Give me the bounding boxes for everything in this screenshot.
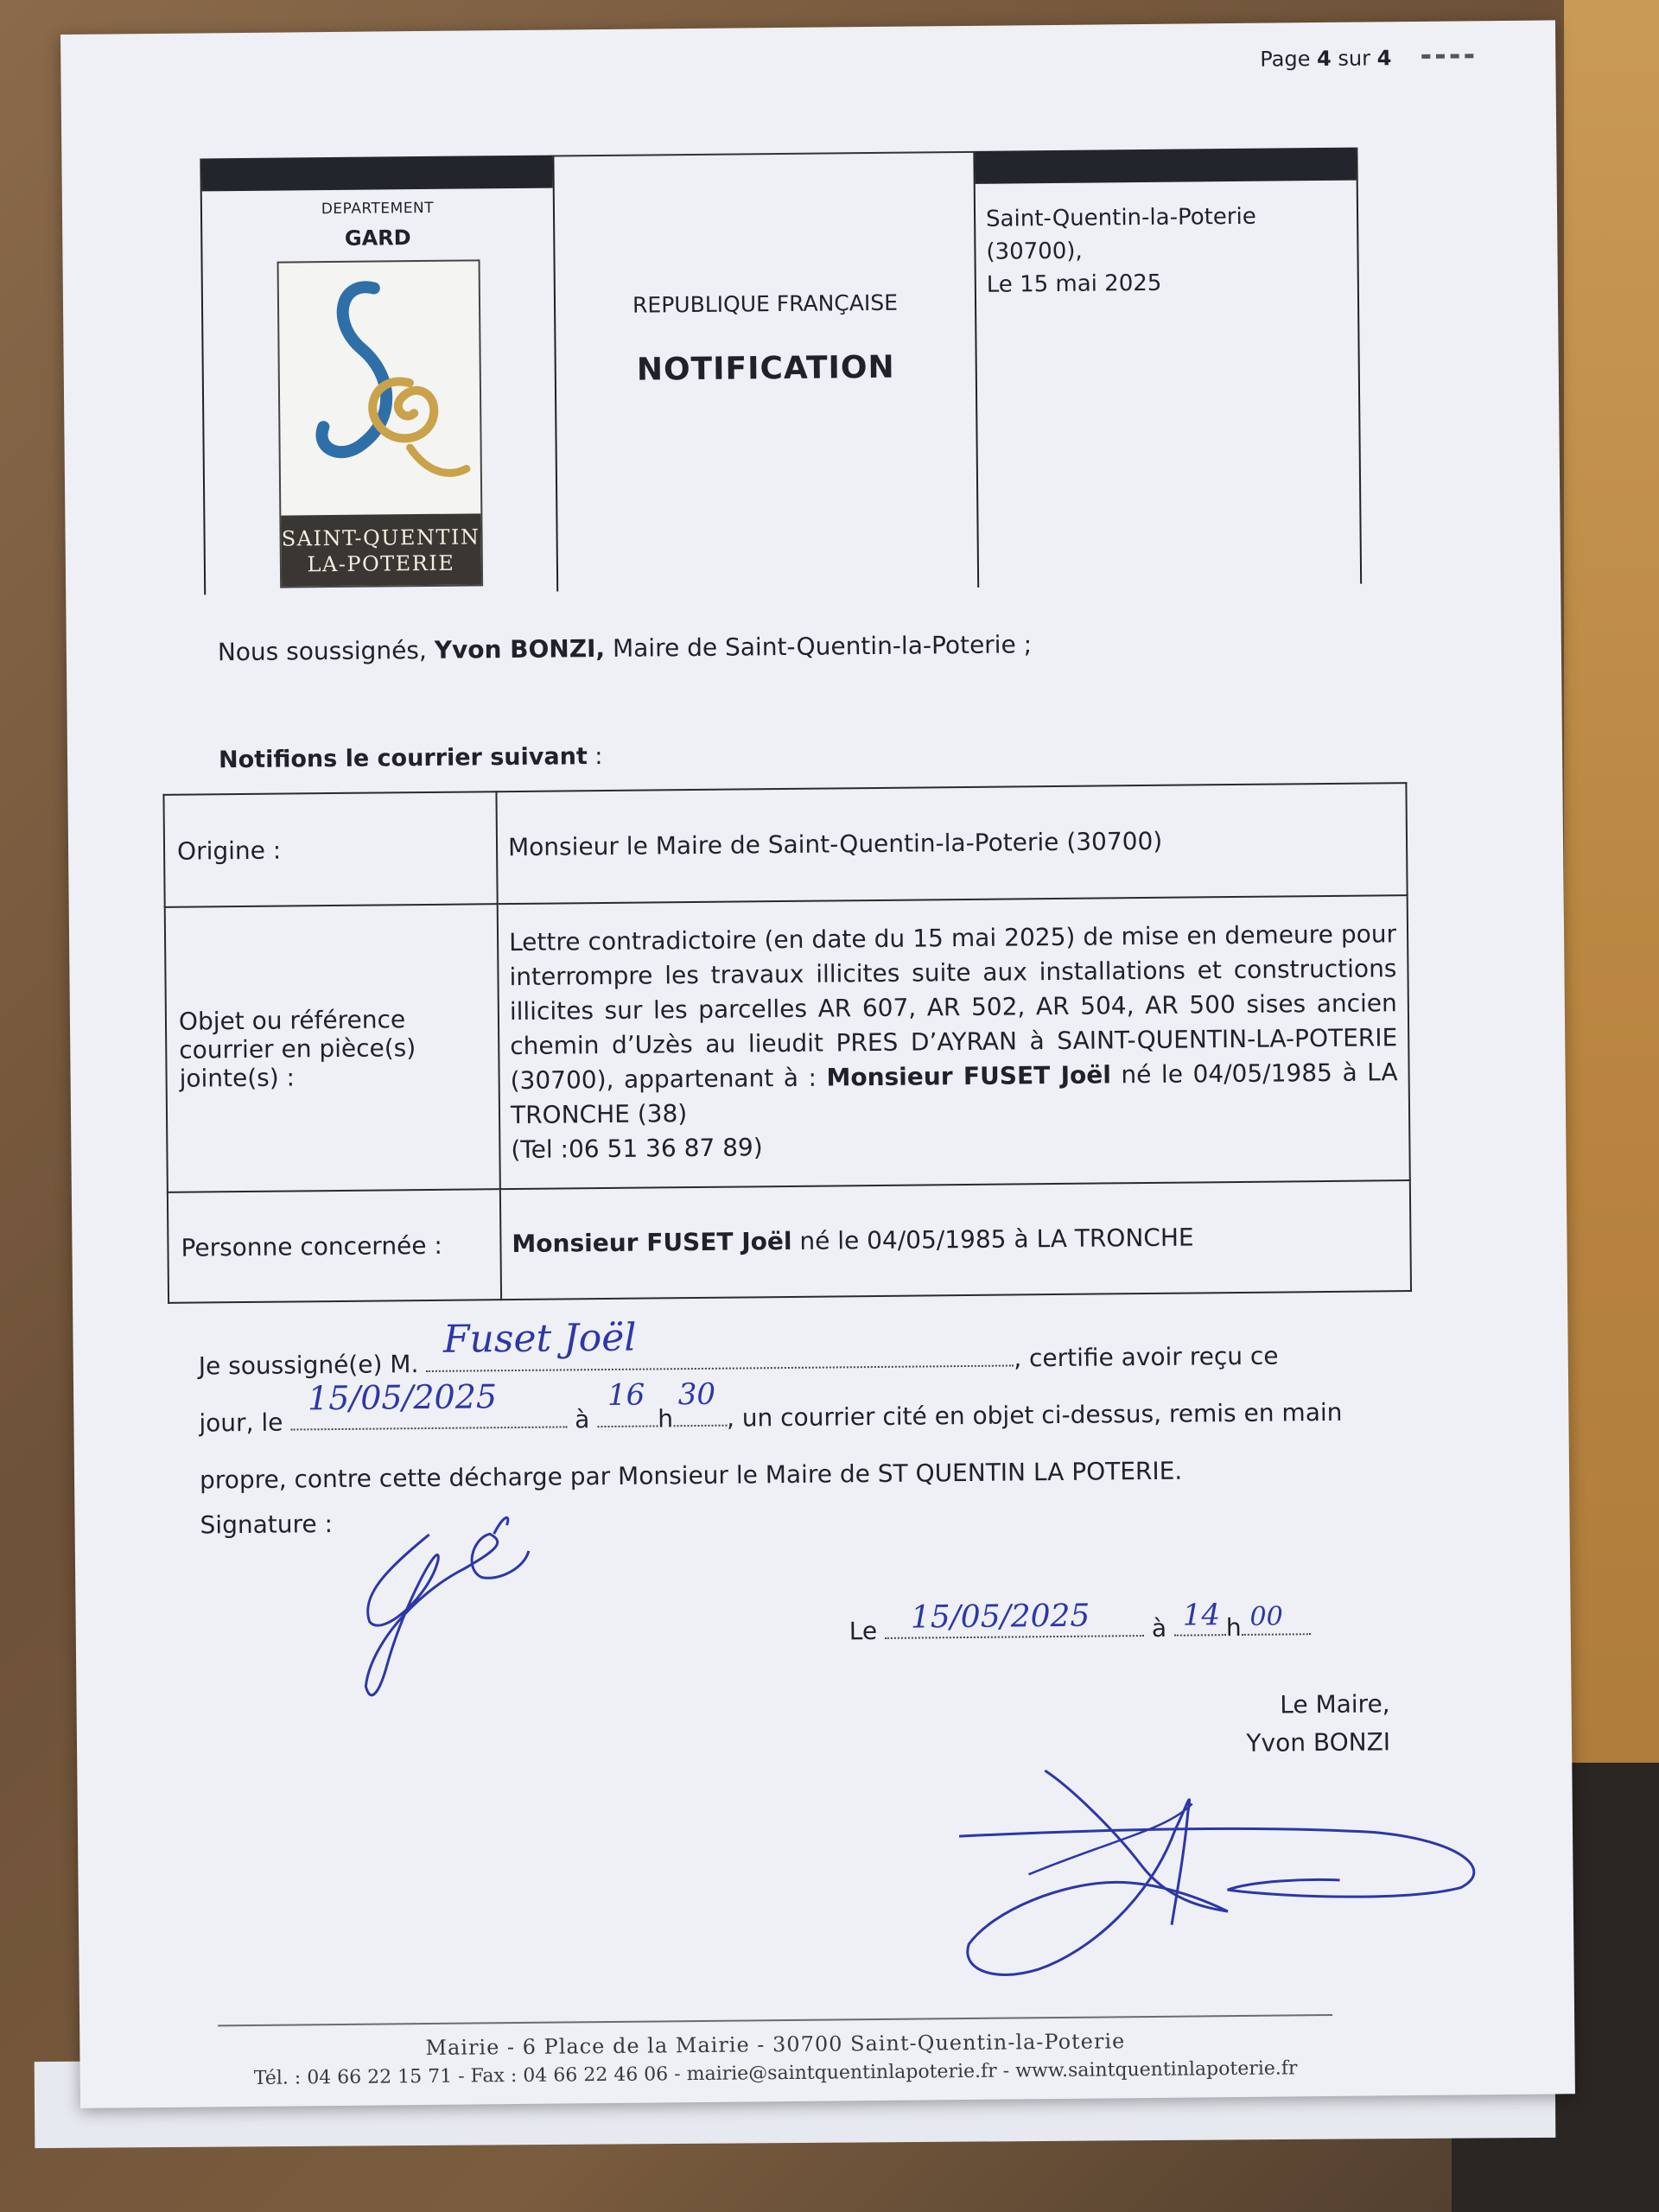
header-bar [975,148,1356,184]
recipient-signature [334,1499,534,1708]
closing-minute-field [1242,1601,1311,1636]
pen-mark [1421,54,1473,60]
closing-date-line [849,1598,1311,1646]
origine-label: Origine : [163,791,497,907]
handwritten-date: 15/05/2025 [307,1377,498,1418]
objet-birth: né le 04/05/1985 à LA TRONCHE (38) [510,1058,1398,1130]
handwritten-closing-hour: 14 [1182,1598,1221,1633]
page-total: 4 [1376,46,1392,71]
handwritten-closing-minute: 00 [1249,1601,1283,1632]
cert-date-prefix: jour, le [199,1408,291,1438]
mayor-signature [941,1749,1505,1996]
closing-hour-field [1174,1598,1226,1637]
logo-text-line-2: LA-POTERIE [307,550,455,577]
hour-field [597,1377,658,1427]
page-sep: sur [1338,46,1371,71]
date-line: Le 15 mai 2025 [986,270,1162,298]
cert-line-2 [199,1376,1392,1452]
cert-a: à [567,1405,598,1434]
closing-a: à [1143,1613,1175,1643]
table-row [163,783,1407,907]
mayor-role: Le Maire, [1280,1689,1390,1719]
department-label: DEPARTEMENT [321,199,435,219]
place-line: Saint-Quentin-la-Poterie (30700), [985,203,1256,265]
page-counter [1260,46,1391,71]
date-field [290,1377,567,1430]
closing-le: Le [849,1616,886,1646]
table-row [168,1180,1411,1303]
header-title-cell [554,151,977,592]
footer-contact: Tél. : 04 66 22 15 71 - Fax : 04 66 22 46 06 - mairie@saintquentinlapoterie.fr - www.saintquentinlapoterie.fr [253,2057,1298,2089]
objet-value [498,895,1410,1189]
footer-address: Mairie - 6 Place de la Mairie - 30700 Saint-Quentin-la-Poterie [425,2029,1126,2061]
objet-person: Monsieur FUSET Joël [826,1060,1112,1092]
cert-line-3: propre, contre cette décharge par Monsieur le Maire de ST QUENTIN LA POTERIE. [199,1456,1183,1495]
mayor-closing-name: Yvon BONZI [1246,1727,1391,1758]
closing-date-field [885,1598,1144,1639]
mayor-name: Yvon BONZI, [434,633,606,664]
page-prefix: Page [1260,47,1311,72]
notifions-heading [219,743,603,773]
closing-h: h [1225,1612,1242,1643]
notifions-bold: Notifions le courrier suivant [218,743,588,774]
origine-value: Monsieur le Maire de Saint-Quentin-la-Poterie (30700) [496,783,1407,904]
personne-label: Personne concernée : [168,1189,501,1303]
objet-phone: (Tel :06 51 36 87 89) [511,1133,763,1165]
republic-label: REPUBLIQUE FRANÇAISE [632,289,899,318]
intro-suffix: Maire de Saint-Quentin-la-Poterie ; [604,630,1033,663]
intro-prefix: Nous soussignés, [217,635,435,667]
logo-text-line-1: SAINT-QUENTIN [281,524,480,551]
minute-field [673,1376,727,1427]
objet-label: Objet ou référence courrier en pièce(s) jointe(s) : [165,904,500,1192]
header-department-cell [200,156,558,595]
cert-h: h [658,1404,674,1433]
table-row [165,895,1410,1192]
cert-date-suffix: , un courrier cité en objet ci-dessus, remis en main [726,1397,1343,1433]
certification-block [198,1315,1392,1509]
objet-paragraph [509,917,1398,1133]
town-logo [276,259,483,588]
logo-band [281,513,481,586]
header-bar [201,156,552,192]
notifions-suffix: : [587,743,603,771]
handwritten-minute: 30 [677,1376,716,1413]
handwritten-hour: 16 [607,1377,645,1413]
cert-suffix: , certifie avoir reçu ce [1014,1341,1279,1373]
signature-label: Signature : [200,1510,334,1540]
handwritten-name: Fuset Joël [442,1315,637,1362]
personne-name: Monsieur FUSET Joël [512,1226,792,1259]
name-field [426,1315,1014,1372]
objet-text: Lettre contradictoire (en date du 15 mai 2025) de mise en demeure pour interrompre les travaux illicites suite aux installations et constructions illicites sur les parcelles AR 607, AR 502, AR 504, AR 500 sises ancien chemin d’Uzès au lieudit PRES D’AYRAN à SAINT-QUENTIN-LA-POTERIE (30700), appartenant à : [508,919,1398,1096]
page-current: 4 [1316,46,1332,72]
document-title: NOTIFICATION [636,349,895,388]
notification-table [162,782,1412,1304]
document-page [60,20,1575,2107]
cert-prefix: Je soussigné(e) M. [198,1350,427,1381]
intro-sentence [218,630,1033,666]
personne-value [500,1180,1411,1300]
sq-monogram-icon [278,261,480,513]
footer-rule [218,2014,1332,2026]
place-date [976,181,1357,321]
department-name: GARD [344,226,411,251]
header-date-cell [973,148,1362,588]
handwritten-closing-date: 15/05/2025 [910,1598,1090,1636]
personne-birth: né le 04/05/1985 à LA TRONCHE [791,1223,1194,1255]
